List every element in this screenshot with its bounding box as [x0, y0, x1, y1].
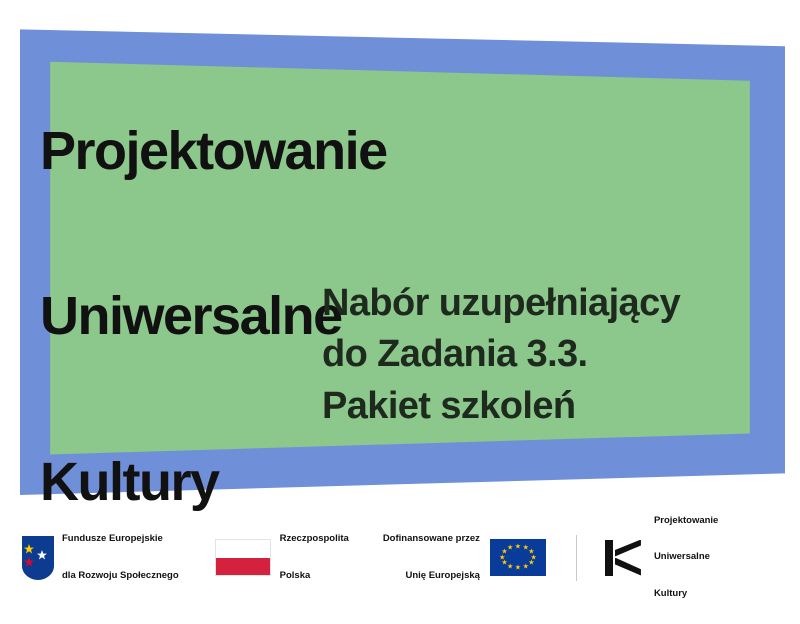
page-title-line-1: Projektowanie [40, 121, 387, 182]
logo-puk-label [654, 491, 718, 624]
logo-pl-line-2: Polska [279, 569, 311, 581]
page-title [40, 14, 387, 515]
page-subtitle-line-2: do Zadania 3.3. [322, 333, 588, 376]
logo-fundusze-europejskie [22, 535, 179, 581]
logo-eu-label [383, 509, 480, 606]
logo-unia-europejska [383, 535, 546, 581]
page-subtitle [322, 278, 680, 432]
logo-eu-line-1: Dofinansowane przez [382, 533, 480, 545]
footer-logo-strip [0, 515, 800, 600]
eu-flag-icon: ★ ★ ★ ★ ★ ★ ★ ★ ★ ★ ★ ★ [490, 539, 546, 576]
logo-fe-line-2: dla Rozwoju Społecznego [62, 569, 179, 581]
logo-pl-line-1: Rzeczpospolita [279, 533, 349, 545]
logo-eu-line-2: Unię Europejską [405, 569, 480, 581]
footer-divider [576, 535, 577, 581]
page-subtitle-line-1: Nabór uzupełniający [322, 282, 681, 324]
page-subtitle-line-3: Pakiet szkoleń [322, 384, 576, 427]
logo-puk-line-3: Kultury [653, 587, 688, 599]
page-title-line-3: Kultury [40, 451, 219, 512]
logo-puk-line-1: Projektowanie [653, 514, 719, 526]
logo-fe-line-1: Fundusze Europejskie [62, 533, 163, 545]
page-title-line-2: Uniwersalne [40, 286, 342, 347]
logo-rzeczpospolita-polska [215, 535, 349, 581]
logo-polska-label [280, 509, 349, 606]
logo-fundusze-europejskie-label [62, 509, 179, 606]
polish-flag-icon [215, 539, 271, 576]
logo-puk-line-2: Uniwersalne [653, 551, 710, 563]
logo-projektowanie-uniwersalne-kultury [605, 514, 719, 599]
fundusze-europejskie-stars-icon [22, 536, 54, 580]
puk-k-mark-icon [605, 538, 645, 578]
